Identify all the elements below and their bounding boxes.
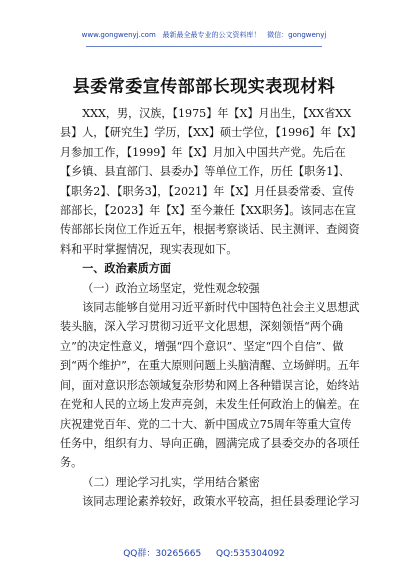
page-header [0, 30, 408, 40]
document-body [60, 104, 360, 512]
header-site-url[interactable]: www.gongwenyj.com [81, 31, 156, 39]
footer-qq: QQ:535304092 [216, 549, 285, 559]
page-footer [0, 546, 408, 559]
footer-qq-group: QQ群：30265665 [123, 549, 202, 559]
paragraph-theory-study: 该同志理论素养较好，政策水平较高，担任县委理论学习 [82, 495, 360, 509]
header-divider [86, 46, 322, 47]
paragraph-political-stance: 该同志能够自觉用习近平新时代中国特色社会主义思想武装头脑，深入学习贯彻习近平文化思想，深刻领悟“两个确立”的决定性意义，增强“四个意识”、坚定“四个自信”、做到“两个维护”，在重大原则问题上头脑清醒、立场鲜明。五年间，面对意识形态领域复杂形势和网上各种错误言论，始终站在党和人民的立场上发声亮剑，未发生任何政治上的偏差。在庆祝建党百年、党的二十大、新中国成立75周年等重大宣传任务中，组织有力、导向正确，圆满完成了县委交办的各项任务。 [60, 301, 360, 470]
header-wechat: 微信：gongwenyj [267, 31, 327, 39]
intro-paragraph: XXX，男，汉族，【1975】年【X】月出生，【XX省XX县】人，【研究生】学历，【XX】硕士学位，【1996】年【X】月参加工作，【1999】年【X】月加入中国共产党。先后在【乡镇、县直部门、县委办】等单位工作，历任【职务1】、【职务2】、【职务3】，【2021】年【X】月任县委常委、宣传部部长，【2023】年【X】至今兼任【XX职务】。该同志在宣传部部长岗位工作近五年，根据考察谈话、民主测评、查阅资料和平时掌握情况，现实表现如下。 [60, 107, 360, 256]
section-heading-political: 一、政治素质方面 [82, 262, 171, 276]
subheading-theory-study: （二）理论学习扎实，学用结合紧密 [82, 475, 260, 489]
document-title: 县委常委宣传部部长现实表现材料 [72, 77, 336, 97]
header-slogan: 最新最全最专业的公文资料库！ [162, 31, 261, 39]
subheading-political-stance: （一）政治立场坚定，党性观念较强 [82, 281, 260, 295]
